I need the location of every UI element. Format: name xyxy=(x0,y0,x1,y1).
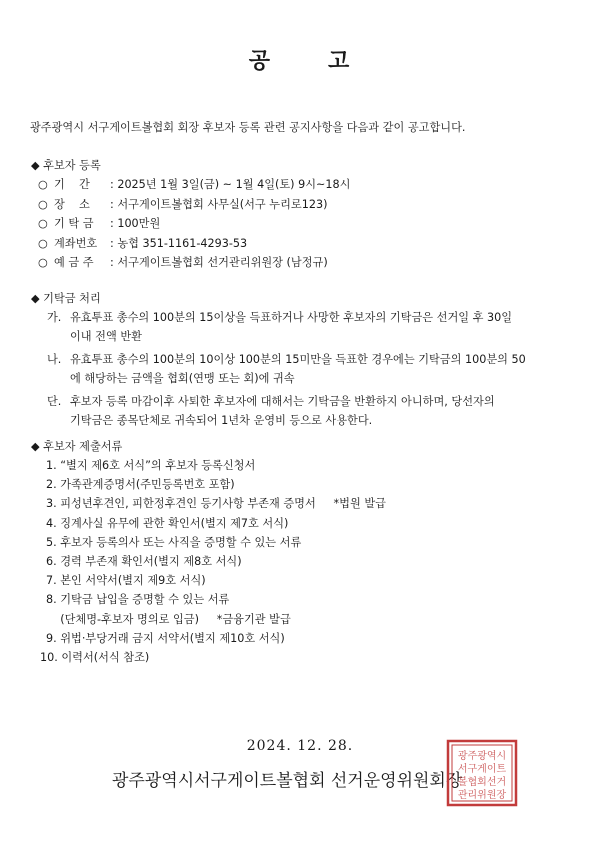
deposit-item-line: 기탁금은 종목단체로 귀속되어 1년차 운영비 등으로 사용한다. xyxy=(70,413,373,427)
deposit-item-line: 유효투표 총수의 100분의 10이상 100분의 15미만을 득표한 경우에는 기탁금의 100분의 50 xyxy=(70,353,526,366)
deposit-item-marker: 가. xyxy=(47,311,62,324)
seal-text-line: 서구게이트 xyxy=(457,764,507,775)
registration-item-key: 장 소 xyxy=(54,197,90,211)
registration-item xyxy=(38,196,327,212)
document-item: 2. 가족관계증명서(주민등록번호 포함) xyxy=(46,478,235,492)
intro-text: 광주광역시 서구게이트볼협회 회장 후보자 등록 관련 공지사항을 다음과 같이 공고합니다. xyxy=(30,121,466,134)
title-char-right: 고 xyxy=(328,48,352,74)
seal-text-line: 관리위원장 xyxy=(457,790,507,801)
document-item: 9. 위법·부당거래 금지 서약서(별지 제10호 서식) xyxy=(46,631,285,645)
document-item: 1. “별지 제6호 서식”의 후보자 등록신청서 xyxy=(46,459,256,472)
registration-item-value: : 농협 351-1161-4293-53 xyxy=(110,236,248,250)
notice-date: 2024. 12. 28. xyxy=(246,738,354,754)
registration-item-key: 계좌번호 xyxy=(54,236,98,250)
deposit-item-line: 후보자 등록 마감이후 사퇴한 후보자에 대해서는 기탁금을 반환하지 아니하며, 당선자의 xyxy=(70,395,495,408)
document-item: (단체명-후보자 명의로 입금) *금융기관 발급 xyxy=(46,612,291,626)
organization-name: 광주광역시서구게이트볼협회 선거운영위원회장 xyxy=(112,771,463,791)
document-item: 4. 징계사실 유무에 관한 확인서(별지 제7호 서식) xyxy=(46,516,289,530)
document-item: 7. 본인 서약서(별지 제9호 서식) xyxy=(46,574,206,588)
document-item: 3. 피성년후견인, 피한정후견인 등기사항 부존재 증명서 *법원 발급 xyxy=(46,497,386,511)
document-item: 8. 기탁금 납입을 증명할 수 있는 서류 xyxy=(46,593,230,607)
document-item: 6. 경력 부존재 확인서(별지 제8호 서식) xyxy=(46,555,242,568)
circle-bullet-icon: ○ xyxy=(38,236,48,250)
document-item: 10. 이력서(서식 참조) xyxy=(40,651,150,664)
seal-text-line: 볼협회선거 xyxy=(457,777,507,788)
registration-item xyxy=(38,254,328,270)
registration-item-key: 기 탁 금 xyxy=(54,217,94,230)
circle-bullet-icon: ○ xyxy=(38,178,48,191)
circle-bullet-icon: ○ xyxy=(38,217,48,230)
document-item: 5. 후보자 등록의사 또는 사직을 증명할 수 있는 서류 xyxy=(46,535,302,549)
registration-item-value: : 2025년 1월 3일(금) ~ 1월 4일(토) 9시~18시 xyxy=(110,178,351,191)
registration-item-value: : 서구게이트볼협회 사무실(서구 누리로123) xyxy=(110,197,328,211)
registration-item-key: 예 금 주 xyxy=(54,256,94,269)
registration-item-value: : 100만원 xyxy=(110,217,161,230)
seal-text-line: 광주광역시 xyxy=(457,751,507,762)
deposit-item-marker: 나. xyxy=(47,353,62,366)
circle-bullet-icon: ○ xyxy=(38,256,48,269)
deposit-item-line: 에 해당하는 금액을 협회(연맹 또는 회)에 귀속 xyxy=(70,371,295,385)
deposit-item-line: 이내 전액 반환 xyxy=(70,329,142,343)
registration-item-value: : 서구게이트볼협회 선거관리위원장 (남정규) xyxy=(110,256,328,269)
registration-heading: ◆ 후보자 등록 xyxy=(31,159,101,172)
official-seal xyxy=(446,739,518,807)
deposit-heading: ◆ 기탁금 처리 xyxy=(31,292,101,305)
deposit-item-line: 유효투표 총수의 100분의 15이상을 득표하거나 사망한 후보자의 기탁금은 선거일 후 30일 xyxy=(70,311,513,324)
deposit-item-marker: 단. xyxy=(47,395,62,408)
notice-title xyxy=(0,44,600,75)
registration-item xyxy=(38,176,350,192)
title-char-left: 공 xyxy=(248,48,272,74)
registration-item-key: 기 간 xyxy=(54,178,90,191)
circle-bullet-icon: ○ xyxy=(38,197,48,211)
registration-item xyxy=(38,235,247,251)
registration-item xyxy=(38,215,160,231)
documents-heading: ◆ 후보자 제출서류 xyxy=(31,440,123,453)
